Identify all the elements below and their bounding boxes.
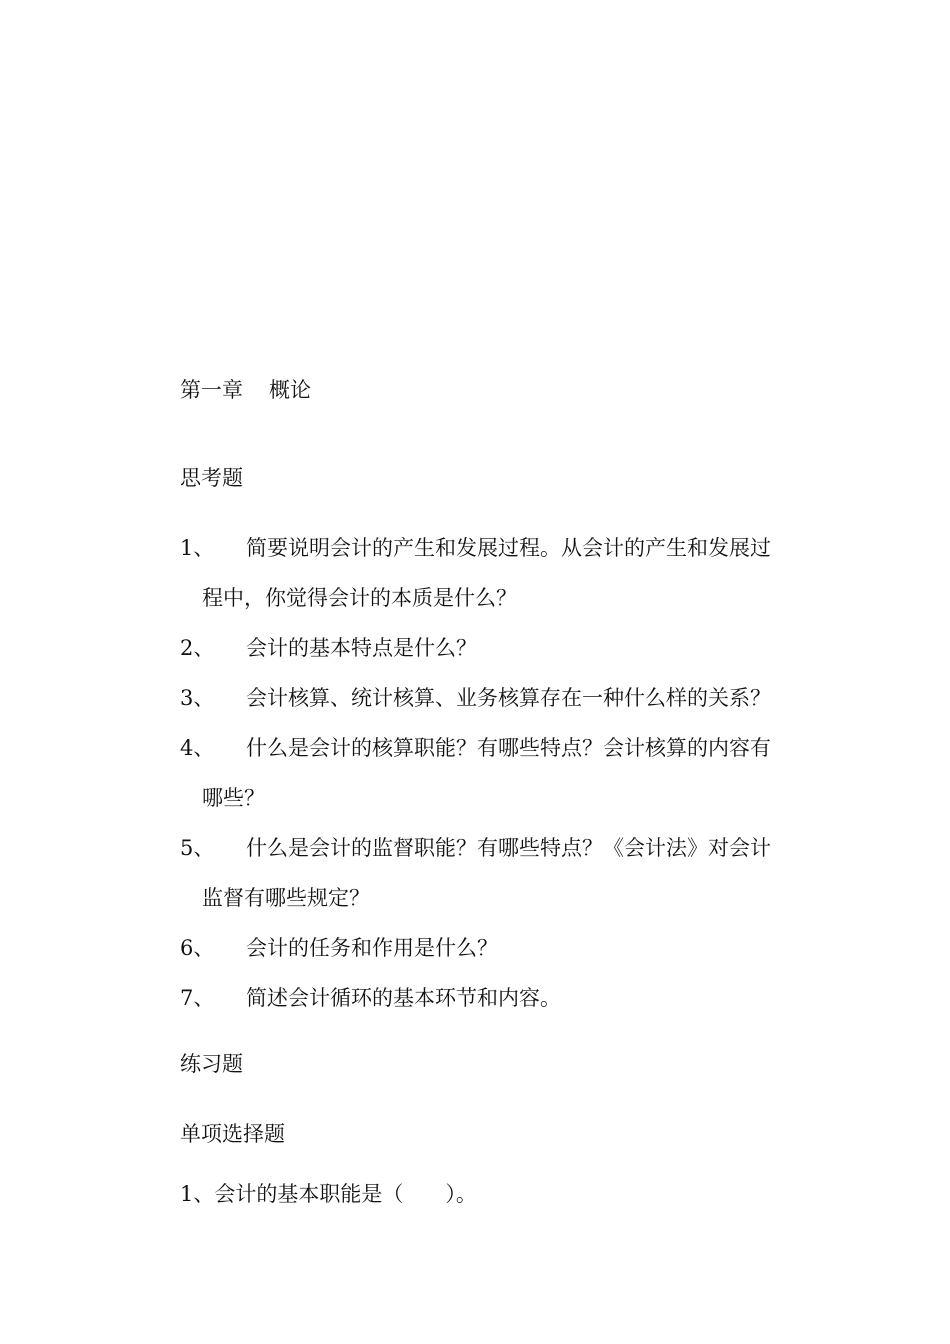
multiple-choice-question-1: 1、会计的基本职能是（ ）。 xyxy=(180,1182,477,1206)
question-text-continued: 哪些？ xyxy=(202,786,265,810)
question-number: 4、 xyxy=(180,736,215,760)
question-text-continued: 监督有哪些规定？ xyxy=(202,886,370,910)
single-choice-subsection-title: 单项选择题 xyxy=(180,1122,285,1146)
question-number: 5、 xyxy=(180,836,215,860)
question-text: 简述会计循环的基本环节和内容。 xyxy=(246,986,561,1010)
question-number: 6、 xyxy=(180,936,215,960)
thinking-section-title: 思考题 xyxy=(180,466,243,490)
chapter-number: 第一章 xyxy=(180,378,243,402)
question-number: 3、 xyxy=(180,686,215,710)
question-number: 2、 xyxy=(180,636,215,660)
chapter-heading xyxy=(180,380,311,401)
question-number: 7、 xyxy=(180,986,215,1010)
question-text: 简要说明会计的产生和发展过程。从会计的产生和发展过 xyxy=(246,536,771,560)
question-number: 1、 xyxy=(180,536,215,560)
question-text-continued: 程中，你觉得会计的本质是什么？ xyxy=(202,586,517,610)
question-text: 会计核算、统计核算、业务核算存在一种什么样的关系？ xyxy=(246,686,771,710)
question-text: 会计的基本特点是什么？ xyxy=(246,636,477,660)
question-text: 什么是会计的核算职能？有哪些特点？会计核算的内容有 xyxy=(246,736,771,760)
practice-section-title: 练习题 xyxy=(180,1052,243,1076)
question-text: 什么是会计的监督职能？有哪些特点？《会计法》对会计 xyxy=(246,836,771,860)
question-text: 会计的任务和作用是什么？ xyxy=(246,936,498,960)
chapter-name: 概论 xyxy=(269,378,311,402)
